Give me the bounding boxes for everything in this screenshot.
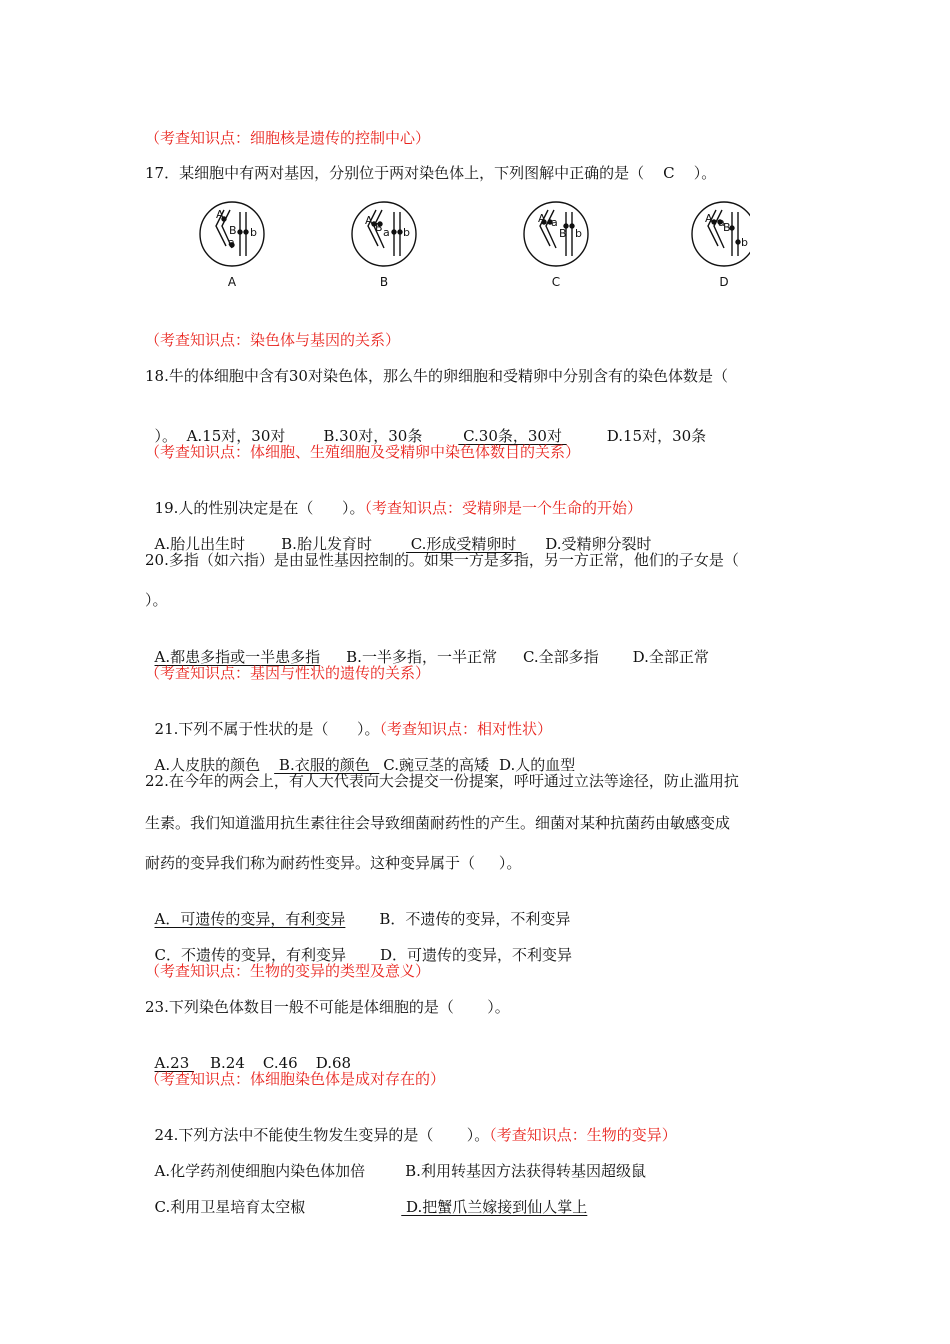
q22-option-c: C．不遗传的变异，有利变异 bbox=[154, 946, 347, 964]
q20-option-c: C.全部多指 bbox=[522, 648, 599, 666]
q20-stem: 20.多指（如六指）是由显性基因控制的。如果一方是多指，另一方正常，他们的子女是（ bbox=[145, 551, 739, 569]
q20-options-row bbox=[145, 627, 709, 667]
q22-option-a-answer: A．可遗传的变异，有利变异 bbox=[154, 910, 346, 928]
q17-stem: 17．某细胞中有两对基因，分别位于两对染色体上，下列图解中正确的是（ C ）。 bbox=[145, 164, 717, 182]
gene-label: A bbox=[705, 212, 713, 225]
q22-stem-line-3: 耐药的变异我们称为耐药性变异。这种变异属于（ ）。 bbox=[145, 854, 522, 872]
q21-stem: 21.下列不属于性状的是（ ）。 bbox=[154, 720, 380, 738]
figure-d bbox=[692, 202, 750, 266]
q20-stem-cont: ）。 bbox=[145, 591, 168, 609]
q16-knowledge-note: （考查知识点：细胞核是遗传的控制中心） bbox=[145, 129, 431, 147]
q18-option-a: ）。 A.15对，30对 bbox=[154, 427, 286, 445]
gene-label: a bbox=[228, 236, 235, 249]
figure-caption-d: D bbox=[719, 275, 729, 289]
gene-label: a bbox=[383, 226, 390, 239]
q23-option-d: D.68 bbox=[315, 1054, 352, 1072]
q20-option-a-answer: A.都患多指或一半患多指 bbox=[154, 648, 321, 666]
gene-label: B bbox=[559, 227, 567, 240]
q20-knowledge-note: （考查知识点：基因与性状的遗传的关系） bbox=[145, 664, 431, 682]
q24-option-c: C.利用卫星培育太空椒 bbox=[154, 1198, 306, 1216]
q23-knowledge-note: （考查知识点：体细胞染色体是成对存在的） bbox=[145, 1070, 446, 1088]
q21-option-b-answer: B.衣服的颜色 bbox=[274, 756, 380, 774]
q19-option-d: D.受精卵分裂时 bbox=[545, 535, 652, 553]
q24-options-row-2 bbox=[145, 1177, 587, 1217]
gene-label: b bbox=[575, 227, 582, 240]
q24-stem: 24.下列方法中不能使生物发生变异的是（ ）。 bbox=[154, 1126, 490, 1144]
figure-caption-a: A bbox=[227, 275, 237, 289]
q18-option-b: B.30对，30条 bbox=[323, 427, 423, 445]
q22-option-b: B．不遗传的变异，不利变异 bbox=[379, 910, 571, 928]
q22-stem-line-1: 22.在今年的两会上，有人大代表向大会提交一份提案，呼吁通过立法等途径，防止滥用抗 bbox=[145, 772, 739, 790]
q17-diagrams bbox=[190, 196, 750, 296]
gene-label: A bbox=[216, 208, 224, 221]
q19-row bbox=[145, 478, 642, 518]
q24-option-d-answer: D.把蟹爪兰嫁接到仙人掌上 bbox=[401, 1198, 588, 1216]
q24-option-a: A.化学药剂使细胞内染色体加倍 bbox=[154, 1162, 366, 1180]
q18-option-c-answer: C.30条，30对 bbox=[458, 427, 567, 445]
q23-option-b: B.24 bbox=[210, 1054, 245, 1072]
q21-knowledge-note: （考查知识点：相对性状） bbox=[379, 720, 553, 738]
gene-label: B bbox=[723, 221, 731, 234]
q18-knowledge-note: （考查知识点：体细胞、生殖细胞及受精卵中染色体数目的关系） bbox=[145, 443, 581, 461]
q24-option-b: B.利用转基因方法获得转基因超级鼠 bbox=[405, 1162, 646, 1180]
q22-options-row-1 bbox=[145, 889, 570, 929]
gene-label: A bbox=[538, 212, 546, 225]
q19-options-row bbox=[145, 514, 651, 554]
figure-caption-c: C bbox=[551, 275, 561, 289]
q18-option-d: D.15对，30条 bbox=[606, 427, 707, 445]
q24-options-row-1 bbox=[145, 1141, 646, 1181]
gene-label: a bbox=[718, 216, 725, 229]
q22-knowledge-note: （考查知识点：生物的变异的类型及意义） bbox=[145, 962, 431, 980]
q21-option-d: D.人的血型 bbox=[498, 756, 576, 774]
gene-label: B bbox=[229, 224, 237, 237]
q18-options-row bbox=[145, 406, 706, 446]
q21-row bbox=[145, 699, 552, 739]
gene-label: b bbox=[250, 226, 257, 239]
q22-option-d: D．可遗传的变异，不利变异 bbox=[380, 946, 573, 964]
gene-label: A bbox=[365, 214, 373, 227]
q17-knowledge-note: （考查知识点：染色体与基因的关系） bbox=[145, 331, 401, 349]
q24-knowledge-note: （考查知识点：生物的变异） bbox=[489, 1126, 677, 1144]
q18-stem: 18.牛的体细胞中含有30对染色体，那么牛的卵细胞和受精卵中分别含有的染色体数是（ bbox=[145, 367, 728, 385]
figure-caption-b: B bbox=[379, 275, 389, 289]
q19-option-c-answer: C.形成受精卵时 bbox=[405, 535, 522, 553]
q23-stem: 23.下列染色体数目一般不可能是体细胞的是（ ）。 bbox=[145, 998, 510, 1016]
q20-option-b: B.一半多指，一半正常 bbox=[346, 648, 497, 666]
q21-option-a: A.人皮肤的颜色 bbox=[154, 756, 261, 774]
q19-stem: 19.人的性别决定是在（ ）。 bbox=[154, 499, 365, 517]
q23-options-row bbox=[145, 1033, 351, 1073]
gene-label: B bbox=[375, 221, 383, 234]
q21-options-row bbox=[145, 735, 575, 775]
q22-options-row-2 bbox=[145, 925, 572, 965]
q19-option-a: A.胎儿出生时 bbox=[154, 535, 246, 553]
chromosome-figures bbox=[190, 196, 750, 296]
q23-option-a-answer: A.23 bbox=[154, 1054, 195, 1072]
q19-option-b: B.胎儿发育时 bbox=[281, 535, 372, 553]
gene-label: a bbox=[551, 216, 558, 229]
q19-knowledge-note: （考查知识点：受精卵是一个生命的开始） bbox=[364, 499, 643, 517]
q23-option-c: C.46 bbox=[262, 1054, 298, 1072]
gene-label: b bbox=[741, 236, 748, 249]
gene-label: b bbox=[403, 226, 410, 239]
q21-option-c: C.豌豆茎的高矮 bbox=[383, 756, 489, 774]
q22-stem-line-2: 生素。我们知道滥用抗生素往往会导致细菌耐药性的产生。细菌对某种抗菌药由敏感变成 bbox=[145, 814, 731, 832]
q20-option-d: D.全部正常 bbox=[632, 648, 709, 666]
q24-row bbox=[145, 1105, 677, 1145]
